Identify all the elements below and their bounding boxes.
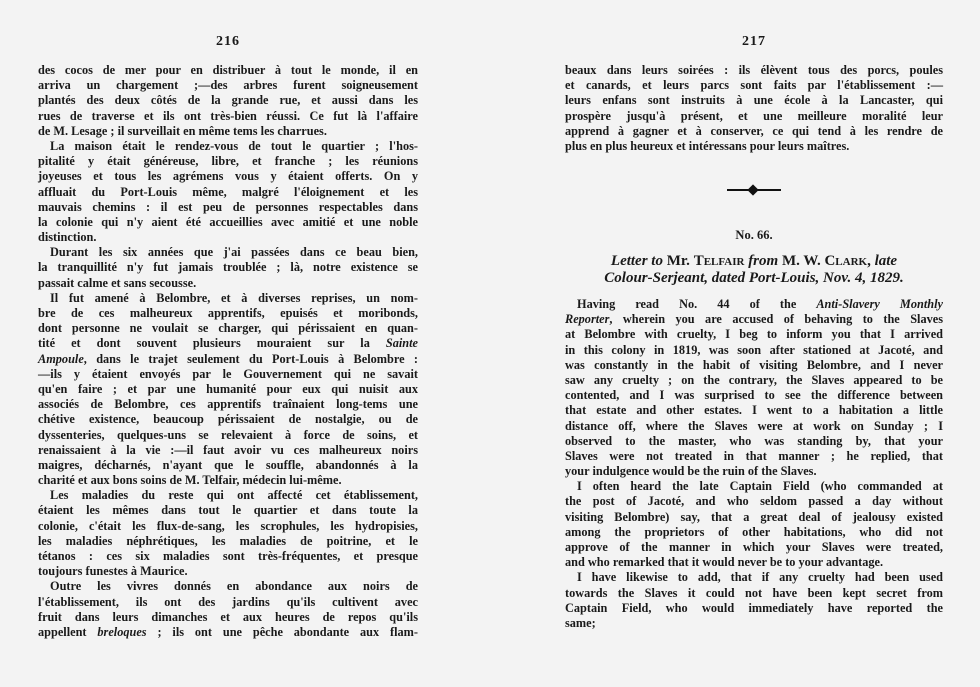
text-line: de M. Lesage ; il surveillait en même tems les charrues. (38, 123, 327, 138)
text-line: and who remarked that it would never be to your advantage. (565, 555, 884, 570)
text-line: distance off, where the Slaves were at work on Sunday ; I (565, 418, 943, 433)
heading-date-line: Colour-Serjeant, dated Port-Louis, Nov. 4, 1829. (604, 270, 904, 286)
heading-mr: Mr. (666, 253, 690, 269)
text-line: plus en plus heureux et intéressans pour leurs maîtres. (565, 138, 850, 153)
left-page-text (38, 63, 418, 640)
ornament-diamond (747, 184, 758, 195)
text-line: joyeuses et tous les agrémens vous y étaient offerts. On y (38, 169, 418, 184)
text-line: contented, and I was surprised to see the difference between (565, 388, 943, 403)
text-line: fruit dans leurs dimanches et aux heures de repos qu'ils (38, 609, 418, 624)
text-line: saw any cruelty ; on the contrary, the Slaves appeared to be (565, 372, 943, 387)
right-page-text (565, 63, 943, 154)
text-line: l'établissement, ils ont des jardins qu'ils cultivent avec (38, 594, 418, 609)
text-line: I have likewise to add, that if any cruelty had been used (577, 570, 943, 585)
text-line: La maison était le rendez-vous de tout le quartier ; l'hos- (50, 138, 418, 153)
text-line: Outre les vivres donnés en abondance aux noirs de (50, 579, 418, 594)
left-page (38, 0, 418, 687)
text-line: Les maladies du reste qui ont affecté cet établissement, (50, 488, 418, 503)
text-line: dont personne ne voulait se charger, qui périssaient en quan- (38, 321, 418, 336)
text-line: étaient les mêmes dans tout le quartier et dans toute la (38, 503, 418, 518)
text-line: at Belombre with cruelty, I beg to inform you that I arrived (565, 327, 943, 342)
text-line: that estate and other estates. I went to a habitation a little (565, 403, 943, 418)
text-segment: , dans le trajet seulement du Port-Louis à Belombre : (83, 351, 418, 366)
heading-line-2 (565, 270, 943, 287)
text-line: arriva un chargement ;—des arbres furent soigneusement (38, 78, 418, 93)
text-line: colonie, c'était les flux-de-sang, les scrophules, les hydropisies, (38, 518, 418, 533)
heading-late: late (874, 253, 898, 269)
text-line: maigres, décharnés, n'ayant que le souffle, abandonnés à la (38, 457, 418, 472)
text-line: beaux dans leurs soirées : ils élèvent tous des porcs, poules (565, 63, 943, 77)
heading-telfair: Telfair (693, 253, 745, 269)
text-line (38, 625, 418, 640)
text-line: observed to the master, who was standing by, that your (565, 433, 943, 448)
document-number: No. 66. (735, 228, 773, 242)
text-line (38, 336, 418, 351)
heading-letter-to: Letter to (610, 253, 663, 269)
text-line: leurs enfans sont instruits à une école à la Lancaster, qui (565, 93, 943, 108)
text-line: Il fut amené à Belombre, et à diverses reprises, un nom- (50, 290, 418, 305)
heading-line-1 (565, 253, 943, 270)
text-line: mauvais chemins : il est peu de personnes respectables dans (38, 199, 418, 214)
text-line (565, 312, 943, 327)
text-line: among the proprietors of other habitations, who did not (565, 524, 943, 539)
text-line: passait calme et sans secousse. (38, 275, 197, 290)
text-segment: ; ils ont une pêche abondante aux flam- (146, 624, 418, 639)
text-line: Captain Field, who would immediately have reported the (565, 600, 943, 615)
text-line: I often heard the late Captain Field (who commanded at (577, 479, 943, 494)
text-line: renaissaient à la vie :—il faut avoir vu ces malheureux noirs (38, 442, 418, 457)
text-line: the post of Jacoté, and who seldom passed a day without (565, 494, 943, 509)
text-line: Durant les six années que j'ai passées dans ce beau bien, (50, 245, 418, 260)
text-line: distinction. (38, 230, 97, 245)
text-line: your indulgence would be the ruin of the Slaves. (565, 464, 817, 479)
italic-term: breloques (97, 624, 147, 639)
right-page (565, 0, 943, 687)
text-line: pitalité y était généreuse, libre, et franche ; les réunions (38, 154, 418, 169)
text-line: affluait du Port-Louis même, malgré l'éloignement et les (38, 184, 418, 199)
letter-text (565, 297, 943, 631)
heading-mw: M. W. (781, 253, 821, 269)
text-line: prospère jusqu'à présent, et une meilleure moralité leur (565, 108, 943, 123)
text-line: towards the Slaves it could not have been kept secret from (565, 585, 943, 600)
text-line: associés de Belombre, ces apprentifs traînaient long-tems une (38, 397, 418, 412)
page-number: 217 (742, 34, 766, 49)
text-line: was constantly in the habit of visiting Belombre, and I never (565, 357, 943, 372)
text-segment: appellent (38, 624, 87, 639)
text-line: tétanos : ces six maladies sont très-fréquentes, et presque (38, 549, 418, 563)
text-segment: Having read No. 44 of the (577, 297, 797, 311)
text-line: visiting Belombre) say, that a great deal of jealousy existed (565, 509, 943, 524)
letter-heading (565, 253, 943, 287)
text-line: dyssenteries, quelques-uns se relevaient à force de soins, et (38, 427, 418, 442)
text-line: des cocos de mer pour en distribuer à tout le monde, il en (38, 63, 418, 77)
text-line: chétive existence, beaucoup périssaient de nostalgie, ou de (38, 412, 418, 427)
text-line: Slaves were not treated in that manner ; he replied, that (565, 448, 943, 463)
text-line: —ils y étaient envoyés par le Gouvernement qui ne savait (38, 366, 418, 381)
text-line: apprend à gagner et à conserver, ce qui tend à les rendre de (565, 123, 943, 138)
text-line: la colonie qui n'y aient été accueillies avec amitié et une noble (38, 214, 418, 229)
text-line: qu'en faire ; et par une humanité pour eux qui nuisit aux (38, 381, 418, 396)
text-line: approve of the manner in which your Slaves were treated, (565, 540, 943, 554)
italic-term: Sainte (385, 336, 418, 351)
text-line: in this colony in 1819, was soon after stationed at Jacoté, and (565, 342, 943, 357)
text-line (565, 297, 943, 312)
text-segment: , wherein you are accused of behaving to the Slaves (609, 312, 943, 327)
text-line: bre de ces malheureux apprentifs, epuisés et moribonds, (38, 306, 418, 320)
text-line (38, 352, 418, 367)
heading-from: from (748, 253, 779, 269)
text-line: plantés des deux côtés de la grande rue, et aussi dans les (38, 93, 418, 108)
italic-term: Reporter (565, 312, 610, 327)
section-divider-ornament (727, 185, 781, 195)
text-segment: tité et dont souvent plusieurs mouraient sur la (38, 336, 370, 351)
text-line: toujours funestes à Maurice. (38, 564, 188, 579)
italic-term: Ampoule (38, 351, 84, 366)
text-line: rues de traverse et ils ont très-bien réussi. Ce fut là l'affaire (38, 108, 418, 123)
text-line: same; (565, 615, 596, 630)
text-line: la tranquillité n'y fut jamais troublée ; là, notre existence se (38, 260, 418, 275)
text-line: les maladies néphrétiques, les maladies de poitrine, et le (38, 533, 418, 548)
text-line: charité et aux bons soins de M. Telfair, médecin lui-même. (38, 473, 342, 488)
text-line: et canards, et leurs parcs sont faits par l'établissement :— (565, 78, 943, 93)
heading-clark: Clark, (824, 253, 871, 269)
italic-term: Anti-Slavery Monthly (816, 297, 943, 311)
page-number: 216 (216, 34, 240, 49)
